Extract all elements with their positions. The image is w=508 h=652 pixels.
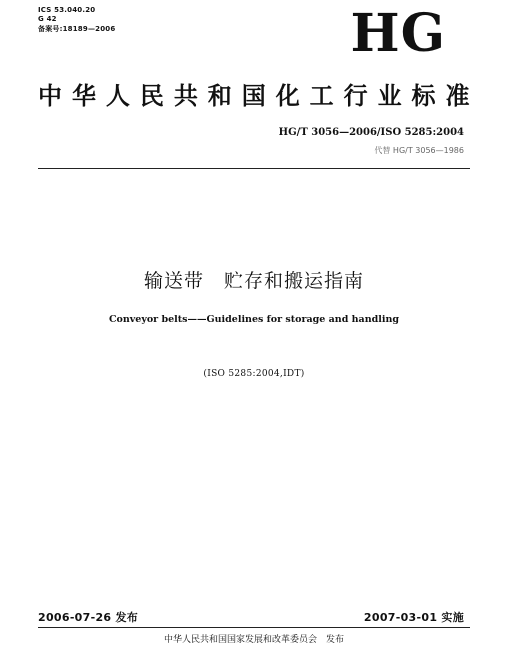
- replaces-standard: 代替 HG/T 3056—1986: [374, 146, 464, 155]
- document-title-english: Conveyor belts——Guidelines for storage and handling: [108, 314, 400, 325]
- standard-number: HG/T 3056—2006/ISO 5285:2004: [278, 127, 464, 138]
- organization-title: 中华人民共和国化工行业标准: [38, 82, 470, 110]
- issuing-authority: 中华人民共和国国家发展和改革委员会 发布: [163, 635, 344, 645]
- footer-divider: [38, 627, 470, 628]
- ics-code: ICS 53.040.20: [38, 6, 96, 14]
- issue-date: 2006-07-26 发布: [38, 611, 139, 624]
- document-title-chinese: 输送带 贮存和搬运指南: [143, 270, 364, 292]
- header-divider: [38, 168, 470, 169]
- hg-logo: HG: [350, 3, 446, 64]
- record-number: 备案号:18189—2006: [38, 25, 116, 33]
- implementation-date: 2007-03-01 实施: [363, 611, 464, 624]
- iso-equivalence: (ISO 5285:2004,IDT): [203, 369, 305, 379]
- ccs-code: G 42: [38, 15, 57, 23]
